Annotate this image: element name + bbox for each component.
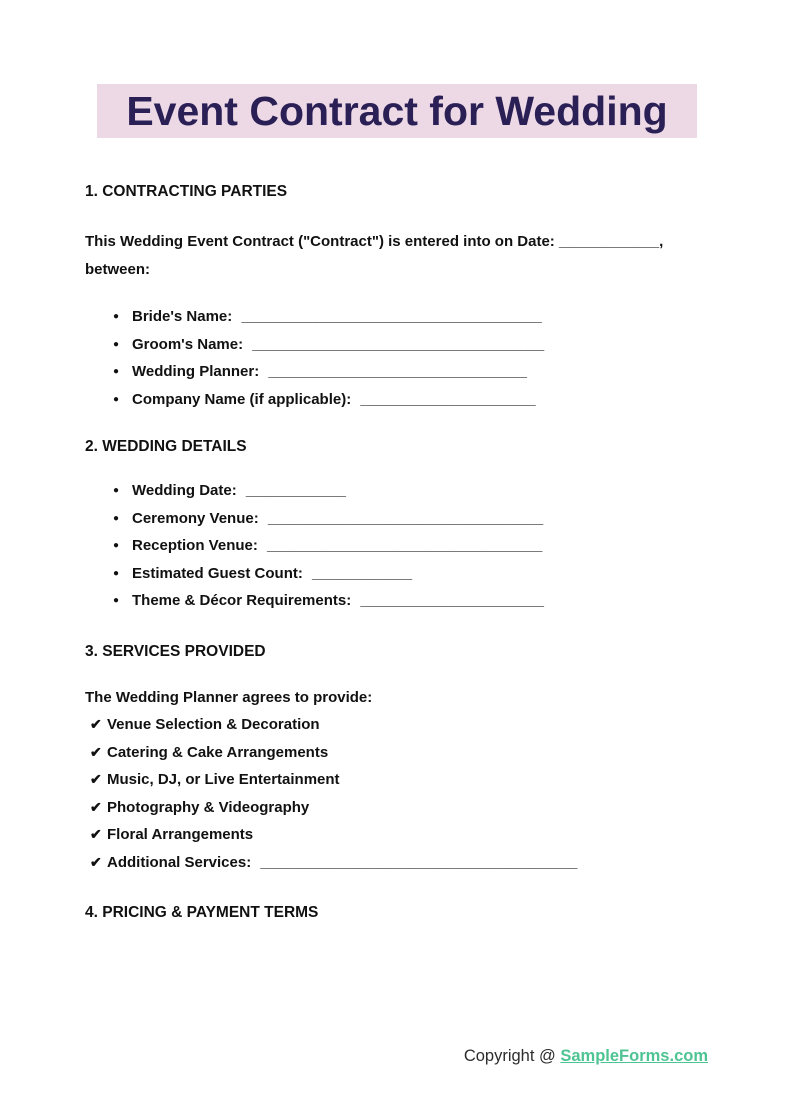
section-heading-wedding-details: 2. WEDDING DETAILS <box>85 438 247 455</box>
wedding-date-blank: ____________ <box>245 482 347 499</box>
contracting-intro-line2: between: <box>85 260 151 278</box>
company-name-label: Company Name (if applicable): <box>132 390 352 408</box>
wedding-planner-label: Wedding Planner: <box>132 363 260 380</box>
wedding-planner-blank: _______________________________ <box>268 363 528 380</box>
list-item <box>85 766 709 794</box>
theme-decor-blank: ______________________ <box>360 592 544 609</box>
page-footer <box>464 1047 708 1066</box>
section-heading-pricing-payment: 4. PRICING & PAYMENT TERMS <box>85 904 319 921</box>
check-icon: ✔ <box>90 798 102 815</box>
ceremony-venue-blank: _________________________________ <box>267 509 544 527</box>
list-item <box>85 739 709 767</box>
section-heading-contracting-parties: 1. CONTRACTING PARTIES <box>85 183 288 200</box>
company-name-blank: _____________________ <box>360 390 536 408</box>
check-icon: ✔ <box>90 853 102 870</box>
list-item <box>85 794 709 822</box>
wedding-date-label: Wedding Date: <box>132 482 237 499</box>
list-item <box>85 477 709 505</box>
list-item <box>85 386 709 414</box>
copyright-text: Copyright @ <box>463 1047 561 1065</box>
reception-venue-label: Reception Venue: <box>132 537 258 554</box>
guest-count-blank: ____________ <box>312 564 413 582</box>
contracting-parties-list <box>85 303 709 413</box>
groom-name-blank: ___________________________________ <box>252 335 545 353</box>
check-icon: ✔ <box>90 743 102 760</box>
bullet-icon: ● <box>113 485 120 496</box>
service-floral-label: Floral Arrangements <box>107 826 254 843</box>
list-item <box>85 587 709 615</box>
list-item <box>85 532 709 560</box>
bride-name-label: Bride's Name: <box>132 308 233 325</box>
bride-name-blank: ____________________________________ <box>241 308 542 325</box>
list-item <box>85 849 709 877</box>
bullet-icon: ● <box>113 567 120 579</box>
service-catering-label: Catering & Cake Arrangements <box>107 743 329 761</box>
service-additional-blank: ______________________________________ <box>260 853 578 871</box>
check-icon: ✔ <box>90 716 102 732</box>
reception-venue-blank: _________________________________ <box>267 537 543 554</box>
bullet-icon: ● <box>113 366 120 377</box>
services-list <box>85 711 709 876</box>
list-item <box>85 560 709 588</box>
section-heading-services-provided: 3. SERVICES PROVIDED <box>85 642 266 660</box>
list-item <box>85 711 709 739</box>
check-icon: ✔ <box>90 826 102 842</box>
bullet-icon: ● <box>113 595 120 606</box>
sampleforms-link[interactable]: SampleForms.com <box>560 1047 708 1065</box>
groom-name-label: Groom's Name: <box>132 335 244 353</box>
bullet-icon: ● <box>113 512 120 524</box>
contracting-intro-paragraph <box>85 228 709 283</box>
document-body <box>85 182 709 923</box>
ceremony-venue-label: Ceremony Venue: <box>132 509 259 527</box>
bullet-icon: ● <box>113 540 120 551</box>
theme-decor-label: Theme & Décor Requirements: <box>132 592 352 609</box>
bullet-icon: ● <box>113 393 120 405</box>
bullet-icon: ● <box>113 311 120 322</box>
document-title: Event Contract for Wedding <box>126 88 668 134</box>
contracting-intro-line1: This Wedding Event Contract ("Contract") is entered into on Date: ____________, <box>85 233 664 250</box>
bullet-icon: ● <box>113 338 120 350</box>
list-item <box>85 505 709 533</box>
list-item <box>85 303 709 331</box>
wedding-details-list <box>85 477 709 615</box>
service-additional-label: Additional Services: <box>107 853 252 871</box>
services-intro: The Wedding Planner agrees to provide: <box>85 688 373 706</box>
document-page <box>0 84 794 1116</box>
service-music-label: Music, DJ, or Live Entertainment <box>107 771 340 788</box>
check-icon: ✔ <box>90 771 102 787</box>
list-item <box>85 331 709 359</box>
service-venue-label: Venue Selection & Decoration <box>107 716 320 733</box>
document-title-highlight <box>97 84 697 138</box>
service-photography-label: Photography & Videography <box>107 798 310 816</box>
list-item <box>85 358 709 386</box>
list-item <box>85 821 709 849</box>
guest-count-label: Estimated Guest Count: <box>132 564 303 582</box>
